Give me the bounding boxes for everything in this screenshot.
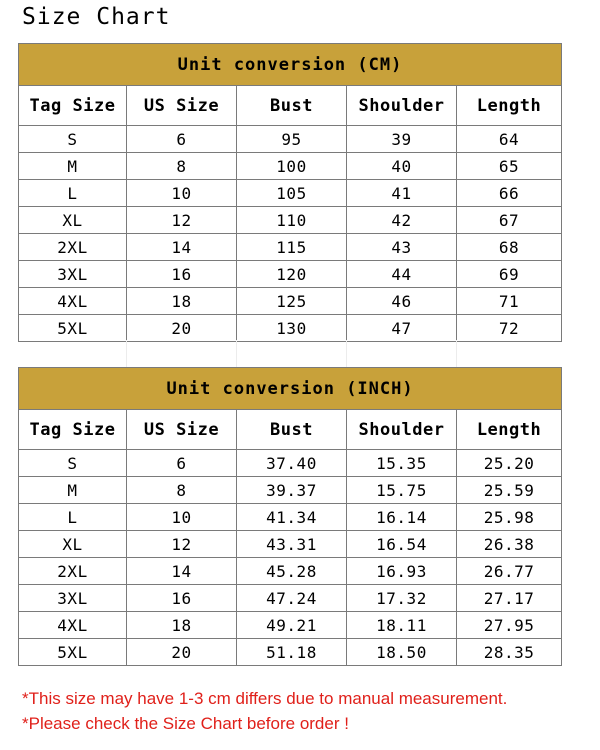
cell-bust: 120 (237, 261, 347, 288)
column-header-tag-size: Tag Size (19, 410, 127, 450)
cell-bust: 45.28 (237, 558, 347, 585)
notes (22, 686, 507, 736)
cell-length: 71 (457, 288, 562, 315)
cell-length: 25.20 (457, 450, 562, 477)
cell-tag-size: L (19, 180, 127, 207)
cell-us-size: 14 (127, 558, 237, 585)
cell-shoulder: 46 (347, 288, 457, 315)
cell-shoulder: 43 (347, 234, 457, 261)
cell-bust: 95 (237, 126, 347, 153)
cell-bust: 125 (237, 288, 347, 315)
cell-bust: 41.34 (237, 504, 347, 531)
cell-tag-size: 5XL (19, 639, 127, 666)
column-header-shoulder: Shoulder (347, 86, 457, 126)
cell-bust: 49.21 (237, 612, 347, 639)
table-row (19, 450, 562, 477)
cell-length: 26.38 (457, 531, 562, 558)
note-check-size-chart: *Please check the Size Chart before order ! (22, 714, 349, 733)
column-header-row (19, 410, 562, 450)
note-measurement-variance: *This size may have 1-3 cm differs due to manual measurement. (22, 689, 508, 708)
table-body-cm (19, 126, 562, 342)
cell-shoulder: 18.50 (347, 639, 457, 666)
cell-us-size: 20 (127, 315, 237, 342)
size-table-inch (18, 367, 562, 666)
table-row (19, 531, 562, 558)
table-row (19, 153, 562, 180)
cell-length: 26.77 (457, 558, 562, 585)
cell-tag-size: L (19, 504, 127, 531)
table-separator (18, 340, 561, 367)
table-row (19, 585, 562, 612)
cell-length: 65 (457, 153, 562, 180)
unit-header-cm: Unit conversion (CM) (19, 44, 562, 86)
cell-us-size: 14 (127, 234, 237, 261)
cell-tag-size: M (19, 153, 127, 180)
cell-us-size: 6 (127, 126, 237, 153)
cell-length: 25.98 (457, 504, 562, 531)
cell-length: 68 (457, 234, 562, 261)
cell-tag-size: 4XL (19, 612, 127, 639)
cell-us-size: 16 (127, 585, 237, 612)
table-row (19, 234, 562, 261)
cell-bust: 39.37 (237, 477, 347, 504)
cell-shoulder: 16.14 (347, 504, 457, 531)
table-body-inch (19, 450, 562, 666)
cell-us-size: 12 (127, 531, 237, 558)
cell-tag-size: XL (19, 531, 127, 558)
table-row (19, 180, 562, 207)
cell-us-size: 18 (127, 288, 237, 315)
cell-length: 28.35 (457, 639, 562, 666)
cell-length: 27.17 (457, 585, 562, 612)
cell-us-size: 20 (127, 639, 237, 666)
column-header-us-size: US Size (127, 410, 237, 450)
cell-shoulder: 16.54 (347, 531, 457, 558)
cell-bust: 47.24 (237, 585, 347, 612)
cell-us-size: 8 (127, 153, 237, 180)
table-row (19, 315, 562, 342)
cell-tag-size: 3XL (19, 585, 127, 612)
column-header-us-size: US Size (127, 86, 237, 126)
column-header-row (19, 86, 562, 126)
table-row (19, 639, 562, 666)
cell-bust: 110 (237, 207, 347, 234)
cell-tag-size: S (19, 450, 127, 477)
cell-us-size: 8 (127, 477, 237, 504)
size-table-cm (18, 43, 562, 342)
column-header-bust: Bust (237, 86, 347, 126)
column-header-bust: Bust (237, 410, 347, 450)
cell-bust: 130 (237, 315, 347, 342)
cell-bust: 51.18 (237, 639, 347, 666)
cell-length: 72 (457, 315, 562, 342)
cell-shoulder: 44 (347, 261, 457, 288)
cell-shoulder: 18.11 (347, 612, 457, 639)
unit-header-inch: Unit conversion (INCH) (19, 368, 562, 410)
cell-tag-size: 2XL (19, 558, 127, 585)
cell-tag-size: XL (19, 207, 127, 234)
cell-bust: 115 (237, 234, 347, 261)
cell-bust: 105 (237, 180, 347, 207)
cell-shoulder: 15.35 (347, 450, 457, 477)
cell-shoulder: 41 (347, 180, 457, 207)
cell-shoulder: 17.32 (347, 585, 457, 612)
table-row (19, 126, 562, 153)
page-title: Size Chart (22, 4, 171, 30)
table-row (19, 261, 562, 288)
cell-length: 64 (457, 126, 562, 153)
column-header-length: Length (457, 86, 562, 126)
cell-length: 66 (457, 180, 562, 207)
cell-length: 67 (457, 207, 562, 234)
table-row (19, 612, 562, 639)
cell-shoulder: 42 (347, 207, 457, 234)
column-header-length: Length (457, 410, 562, 450)
cell-bust: 37.40 (237, 450, 347, 477)
cell-shoulder: 39 (347, 126, 457, 153)
cell-tag-size: M (19, 477, 127, 504)
cell-length: 25.59 (457, 477, 562, 504)
cell-shoulder: 40 (347, 153, 457, 180)
cell-length: 27.95 (457, 612, 562, 639)
cell-shoulder: 47 (347, 315, 457, 342)
table-row (19, 288, 562, 315)
cell-us-size: 10 (127, 504, 237, 531)
table-row (19, 477, 562, 504)
table-row (19, 207, 562, 234)
cell-length: 69 (457, 261, 562, 288)
cell-tag-size: 4XL (19, 288, 127, 315)
cell-bust: 100 (237, 153, 347, 180)
cell-tag-size: 5XL (19, 315, 127, 342)
cell-bust: 43.31 (237, 531, 347, 558)
cell-shoulder: 15.75 (347, 477, 457, 504)
cell-tag-size: S (19, 126, 127, 153)
cell-shoulder: 16.93 (347, 558, 457, 585)
cell-tag-size: 2XL (19, 234, 127, 261)
cell-us-size: 16 (127, 261, 237, 288)
cell-us-size: 18 (127, 612, 237, 639)
column-header-tag-size: Tag Size (19, 86, 127, 126)
cell-us-size: 10 (127, 180, 237, 207)
table-row (19, 558, 562, 585)
cell-us-size: 6 (127, 450, 237, 477)
table-row (19, 504, 562, 531)
cell-tag-size: 3XL (19, 261, 127, 288)
cell-us-size: 12 (127, 207, 237, 234)
column-header-shoulder: Shoulder (347, 410, 457, 450)
